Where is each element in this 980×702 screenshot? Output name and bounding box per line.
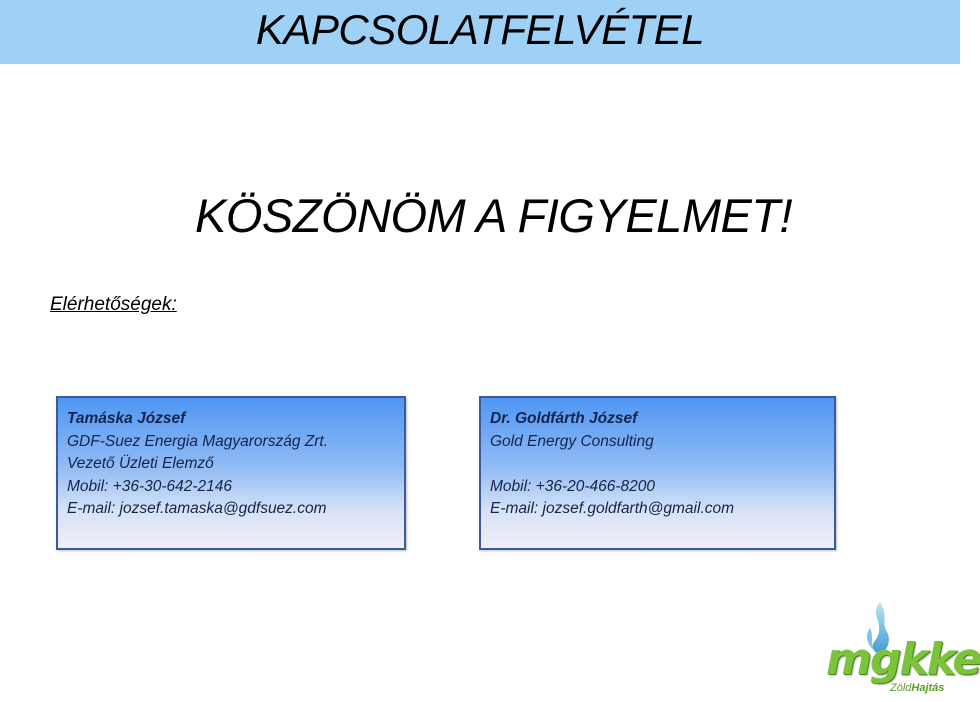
contact-card-tamaska xyxy=(56,396,406,550)
mgkke-logo xyxy=(822,598,980,702)
logo-sub-part2: Hajtás xyxy=(911,682,945,694)
contact-mobile: Mobil: +36-20-466-8200 xyxy=(490,477,656,495)
contact-name: Tamáska József xyxy=(67,410,186,427)
contact-email[interactable]: E-mail: jozsef.tamaska@gdfsuez.com xyxy=(67,500,327,517)
logo-sub-part1: Zöld xyxy=(890,682,912,694)
contacts-label: Elérhetőségek: xyxy=(50,294,177,315)
contact-card-text xyxy=(67,408,328,521)
contact-email[interactable]: E-mail: jozsef.goldfarth@gmail.com xyxy=(490,500,735,517)
contact-name: Dr. Goldfárth József xyxy=(490,410,638,427)
contact-company: Gold Energy Consulting xyxy=(490,432,654,450)
contact-company: GDF-Suez Energia Magyarország Zrt. xyxy=(67,432,329,450)
slide-title: KAPCSOLATFELVÉTEL xyxy=(255,6,705,53)
logo-subtitle xyxy=(890,682,944,694)
contact-card-text xyxy=(490,408,734,521)
thanks-heading: KÖSZÖNÖM A FIGYELMET! xyxy=(195,189,793,242)
contact-mobile: Mobil: +36-30-642-2146 xyxy=(67,477,233,495)
contact-card-goldfarth xyxy=(479,396,836,550)
blank-line xyxy=(490,453,734,476)
contact-role: Vezető Üzleti Elemző xyxy=(67,455,214,472)
logo-wordmark: mgkke xyxy=(826,634,980,685)
